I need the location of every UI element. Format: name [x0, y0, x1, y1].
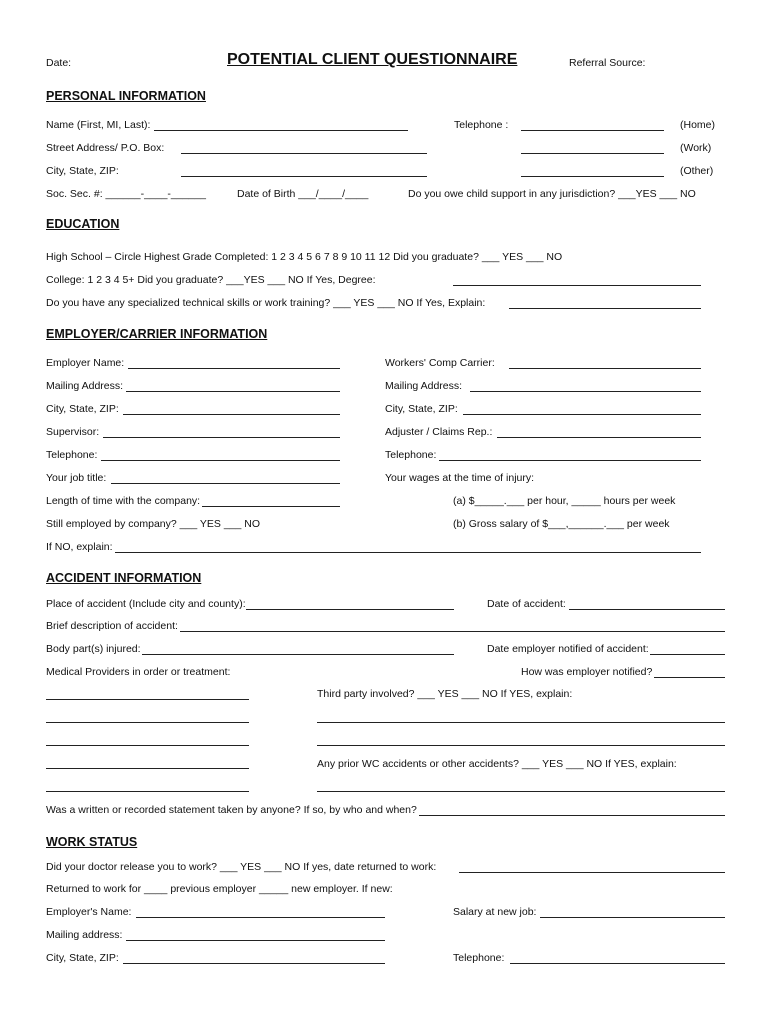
date-label: Date:: [46, 57, 72, 69]
prior-wc-explain-line[interactable]: [317, 791, 725, 792]
child-support-question[interactable]: Do you owe child support in any jurisdiction? ___YES ___ NO: [408, 188, 696, 200]
employer-city-field[interactable]: [123, 414, 340, 415]
ssn-field[interactable]: Soc. Sec. #: ______-____-______: [46, 188, 206, 200]
skills-question[interactable]: Do you have any specialized technical skills or work training? ___ YES ___ NO If Yes, Explain:: [46, 297, 486, 309]
how-notified-label: How was employer notified?: [521, 666, 653, 678]
date-returned-field[interactable]: [459, 872, 725, 873]
if-no-explain-field[interactable]: [115, 552, 701, 553]
accident-information-heading: ACCIDENT INFORMATION: [46, 571, 202, 585]
education-heading: EDUCATION: [46, 217, 120, 231]
new-employer-telephone-label: Telephone:: [453, 952, 505, 964]
date-of-birth-field[interactable]: Date of Birth ___/____/____: [237, 188, 369, 200]
carrier-mailing-field[interactable]: [470, 391, 701, 392]
adjuster-label: Adjuster / Claims Rep.:: [385, 426, 493, 438]
work-status-heading: WORK STATUS: [46, 835, 138, 849]
employer-city-label: City, State, ZIP:: [46, 403, 119, 415]
home-label: (Home): [680, 119, 716, 131]
statement-field[interactable]: [419, 815, 725, 816]
telephone-other-field[interactable]: [521, 176, 664, 177]
third-party-explain-line-2[interactable]: [317, 745, 725, 746]
new-employer-mailing-label: Mailing address:: [46, 929, 123, 941]
place-of-accident-field[interactable]: [246, 609, 454, 610]
wc-carrier-label: Workers' Comp Carrier:: [385, 357, 495, 369]
still-employed-question[interactable]: Still employed by company? ___ YES ___ NO: [46, 518, 261, 530]
doctor-release-question[interactable]: Did your doctor release you to work? ___ YES ___ NO If yes, date returned to work:: [46, 861, 437, 873]
new-employer-name-field[interactable]: [136, 917, 385, 918]
skills-explain-field[interactable]: [509, 308, 701, 309]
carrier-city-label: City, State, ZIP:: [385, 403, 458, 415]
new-employer-city-label: City, State, ZIP:: [46, 952, 119, 964]
new-employer-name-label: Employer's Name:: [46, 906, 132, 918]
third-party-question[interactable]: Third party involved? ___ YES ___ NO If YES, explain:: [317, 688, 573, 700]
body-parts-field[interactable]: [142, 654, 454, 655]
date-of-accident-label: Date of accident:: [487, 598, 566, 610]
employer-name-field[interactable]: [128, 368, 340, 369]
medical-provider-line-5[interactable]: [46, 791, 249, 792]
employer-telephone-field[interactable]: [101, 460, 340, 461]
telephone-work-field[interactable]: [521, 153, 664, 154]
new-employer-telephone-field[interactable]: [510, 963, 725, 964]
college-question[interactable]: College: 1 2 3 4 5+ Did you graduate? ___YES ___ NO If Yes, Degree:: [46, 274, 376, 286]
medical-provider-line-2[interactable]: [46, 722, 249, 723]
name-field[interactable]: [154, 130, 408, 131]
job-title-field[interactable]: [111, 483, 340, 484]
supervisor-label: Supervisor:: [46, 426, 100, 438]
employer-name-label: Employer Name:: [46, 357, 125, 369]
brief-description-label: Brief description of accident:: [46, 620, 178, 632]
work-label: (Work): [680, 142, 712, 154]
returned-to-work-question[interactable]: Returned to work for ____ previous employer _____ new employer. If new:: [46, 883, 393, 895]
gross-salary-field[interactable]: (b) Gross salary of $___,______.___ per week: [453, 518, 670, 530]
page-title: POTENTIAL CLIENT QUESTIONNAIRE: [227, 51, 518, 68]
body-parts-label: Body part(s) injured:: [46, 643, 141, 655]
brief-description-field[interactable]: [180, 631, 725, 632]
statement-question: Was a written or recorded statement taken by anyone? If so, by who and when?: [46, 804, 417, 816]
high-school-question[interactable]: High School – Circle Highest Grade Completed: 1 2 3 4 5 6 7 8 9 10 11 12 Did you graduate? ___ YES ___ NO: [46, 251, 563, 263]
job-title-label: Your job title:: [46, 472, 107, 484]
carrier-telephone-label: Telephone:: [385, 449, 437, 461]
street-address-label: Street Address/ P.O. Box:: [46, 142, 165, 154]
how-notified-field[interactable]: [654, 677, 725, 678]
employer-carrier-heading: EMPLOYER/CARRIER INFORMATION: [46, 327, 268, 341]
carrier-mailing-label: Mailing Address:: [385, 380, 463, 392]
telephone-label: Telephone :: [454, 119, 509, 131]
salary-new-job-field[interactable]: [540, 917, 725, 918]
medical-providers-label: Medical Providers in order or treatment:: [46, 666, 231, 678]
medical-provider-line-4[interactable]: [46, 768, 249, 769]
length-of-time-field[interactable]: [202, 506, 340, 507]
carrier-telephone-field[interactable]: [439, 460, 701, 461]
prior-wc-question[interactable]: Any prior WC accidents or other accidents? ___ YES ___ NO If YES, explain:: [317, 758, 677, 770]
city-state-zip-field[interactable]: [181, 176, 427, 177]
employer-mailing-field[interactable]: [126, 391, 340, 392]
date-notified-field[interactable]: [650, 654, 725, 655]
adjuster-field[interactable]: [497, 437, 701, 438]
salary-new-job-label: Salary at new job:: [453, 906, 537, 918]
date-notified-label: Date employer notified of accident:: [487, 643, 649, 655]
date-of-accident-field[interactable]: [569, 609, 725, 610]
telephone-home-field[interactable]: [521, 130, 664, 131]
personal-information-heading: PERSONAL INFORMATION: [46, 89, 206, 103]
referral-source-label: Referral Source:: [569, 57, 646, 69]
name-label: Name (First, MI, Last):: [46, 119, 151, 131]
city-state-zip-label: City, State, ZIP:: [46, 165, 119, 177]
length-of-time-label: Length of time with the company:: [46, 495, 201, 507]
supervisor-field[interactable]: [103, 437, 340, 438]
medical-provider-line-3[interactable]: [46, 745, 249, 746]
wages-label: Your wages at the time of injury:: [385, 472, 535, 484]
medical-provider-line-1[interactable]: [46, 699, 249, 700]
employer-mailing-label: Mailing Address:: [46, 380, 124, 392]
third-party-explain-line-1[interactable]: [317, 722, 725, 723]
street-address-field[interactable]: [181, 153, 427, 154]
wage-per-hour-field[interactable]: (a) $_____.___ per hour, _____ hours per week: [453, 495, 676, 507]
degree-field[interactable]: [453, 285, 701, 286]
carrier-city-field[interactable]: [463, 414, 701, 415]
if-no-explain-label: If NO, explain:: [46, 541, 113, 553]
wc-carrier-field[interactable]: [509, 368, 701, 369]
new-employer-mailing-field[interactable]: [126, 940, 385, 941]
other-label: (Other): [680, 165, 714, 177]
employer-telephone-label: Telephone:: [46, 449, 98, 461]
place-of-accident-label: Place of accident (Include city and county):: [46, 598, 246, 610]
new-employer-city-field[interactable]: [123, 963, 385, 964]
